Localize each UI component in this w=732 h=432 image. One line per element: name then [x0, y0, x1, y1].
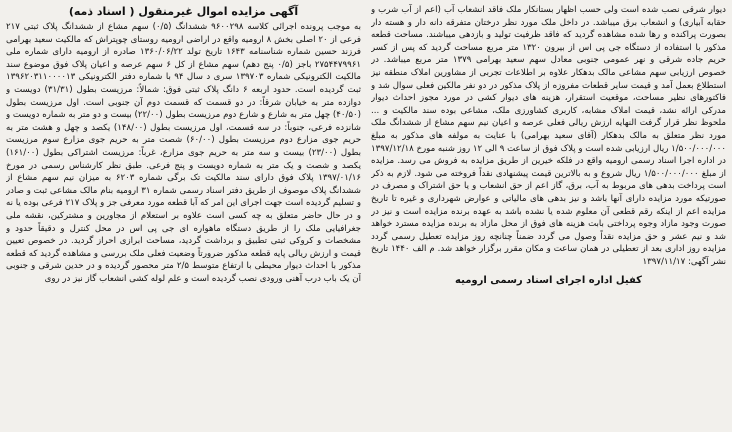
notice-left-text: دیوار شرقی نصب شده است ولی حسب اظهار بستانکار ملک فاقد انشعاب آب (اعم از آب شرب و حقابه آبیاری) و انشعاب برق میباشد. در داخل ملک مورد نظر درختان متفرقه دانه دار و هسته دار بصورت پراکنده و رها شده مشاهده گردید که فاقد ظرفیت تولید و بازدهی میباشند. مساحت قطعه مذکور با استفاده از دستگاه جی پی اس از بیرون ۱۳۲۰ متر مربع مساحت گردید که پس از کسر حریم جاده شرقی و نهر عمومی جنوبی معادل سهم سعید بهرامی ۱۳۷۹ متر مربع میباشد. در خصوص ارزیابی سهم مشاعی مالک بدهکار علاوه بر اطلاعات تجربی از مشاورین املاک منطقه نیز استطلاع بعمل آمد و قیمت سایر قطعات مفروزه از پلاک مذکور در دو نفر مالکین فعلی سوال شد و فاکتورهای نظیر مساحت، موقعیت استقرار، هزینه های دیوار کشی در مورد مجوز احداث دیوار مدرکی ارائه نشد، قیمت املاک مشابه، کاربری کشاورزی ملک، مشاعی بوده سند مالکیت و ... ملحوظ نظر قرار گرفت النهایه ارزش ریالی فعلی عرصه و اعیان نیم سهم مشاع از ششدانگ ملک مورد نظر متعلق به مالک بدهکار (آقای سعید بهرامی) با عنایت به مولفه های مذکور به مبلغ ۱/۵۰۰/۰۰۰/۰۰۰ ریال ارزیابی شده است و پلاک فوق از ساعت ۹ الی ۱۲ روز شنبه مورخ ۱۳۹۷/۱۲/۱۸ در اداره اجرا اسناد رسمی ارومیه واقع در فلکه خیرین از طریق مزایده به فروش می رسد. مزایده از مبلغ ۱/۵۰۰/۰۰۰/۰۰۰ ریال شروع و به بالاترین قیمت پیشنهادی نقداً فروخته می شود. لازم به ذکر است پرداخت بدهی های مربوط به آب، برق، گاز اعم از حق انشعاب و یا حق اشتراک و مصرف در صورتیکه مورد مزایده دارای آنها باشد و نیز بدهی های مالیاتی و عوارض شهرداری و غیره تا تاریخ مزایده اعم از اینکه رقم قطعی آن معلوم شده یا نشده باشد به عهده برنده مزایده است و نیز در صورت وجود مازاد وجوه پرداختی بابت هزینه های فوق از محل مازاد به برنده مزایده مسترد خواهد شد و نیم عشر و حق مزایده نقداً وصول می گردد ضمناً چنانچه روز مزایده تعطیل رسمی گردد مزایده روز اداری بعد از تعطیلی در همان ساعت و مکان مقرر برگزار خواهد شد. م الف ۱۴۴۰ تاریخ نشر آگهی: ۱۳۹۷/۱۱/۱۷ [371, 5, 726, 267]
notice-right-column [6, 4, 361, 428]
notice-signature: کفیل اداره اجرای اسناد رسمی ارومیه [455, 275, 642, 287]
notice-left-column [371, 4, 726, 428]
notice-title: آگهی مزایده اموال غیرمنقول ( اسناد ذمه) [68, 5, 299, 18]
notice-right-text: به موجب پرونده اجرائی کلاسه ۹۶۰۰۲۹۸ ششدانگ (۰/۵) سهم مشاع از ششدانگ پلاک ثبتی ۲۱۷ فرعی از ۲۰ اصلی بخش ۸ ارومیه واقع در اراضی ارومیه روستای چوپتراش که مالکیت سعید بهرامی فرزند حسین شماره شناسنامه ۱۶۴۳ تاریخ تولد ۱۳۶۰/۰۶/۲۲ صادره از ارومیه دارای شماره ملی ۲۷۵۴۴۷۹۹۶۱ باجز (۰/۵ پنج دهم) سهم مشاع از کل ۶ سهم عرصه و اعیان پلاک فوق موضوع سند مالکیت الکترونیکی شماره ۱۳۹۷۰۳ سری د سال ۹۴ با شماره دفتر الکترونیکی ۱۳۹۶۲۰۳۱۱۰۰۰۰۱۳ ثبت گردیده است. حدود اربعه ۶ دانگ پلاک ثبتی فوق: شمالاً: مرزیست بطول (۳۱/۳۱) دویست و دوازده متر به خیابان شرقاً: در دو قسمت که قسمت دوم آن جنوبی است. اول مرزیست بطول (۴۰/۵۰) چهل متر به شارع و شارع دوم مرزیست بطول (۲۲/۰۰) بیست و دو متر به شماره دویست و شانزده فرعی، جنوباً: در سه قسمت، اول مرزیست بطول (۱۴۸/۰۰) یکصد و چهل و هشت متر به حریم جوی مزارع دوم مرزیست بطول (۶۰/۰۰) شصت متر به حریم جوی مزارع سوم مرزیست بطول (۲۳/۰۰) بیست و سه متر به حریم جوی مزارع، غرباً: مرزیست اشتراکی بطول (۱۶۱/۰۰) یکصد و شصت و یک متر به شماره دویست و پنج فرعی. طبق نظر کارشناس رسمی در مورخ ۱۳۹۷/۰۱/۱۶ پلاک فوق دارای سند مالکیت تک برگی شماره ۶۲۰۳ به میزان نیم سهم مشاع از ششدانگ پلاک موصوف از طریق دفتر اسناد رسمی شماره ۳۱ ارومیه بنام مالک مشاعی ثبت و صادر و تسلیم گردیده است جهت اجرای این امر که آبا قطعه مورد معرفی جز و پلاک ۲۱۷ فرعی بوده یا نه و در حال حاضر متعلق به چه کسی است علاوه بر استعلام از مجاورین و مشترکین، نقشه ملی جغرافیایی ملک را از طریق دستگاه ماهواره ای جی پی اس در محل کنترل و دقیقاً حدود و مشخصات و کروکی ثبتی تطبیق و برداشت گردید، مساحت ابرازی احراز گردید. در خصوص تعیین قیمت و ارزش ریالی پایه قطعه مذکور ضرورتاً وضعیت فعلی ملک بررسی و مشاهده گردید که قطعه مذکور با احداث دیوار محیطی با ارتفاع متوسط ۲/۵ متر محصور گردیده و در حدین شرقی و جنوبی آن یک باب درب آهنی ورودی نصب گردیده است و علم لوله کشی انشعاب گاز نیز در روی [6, 22, 361, 284]
